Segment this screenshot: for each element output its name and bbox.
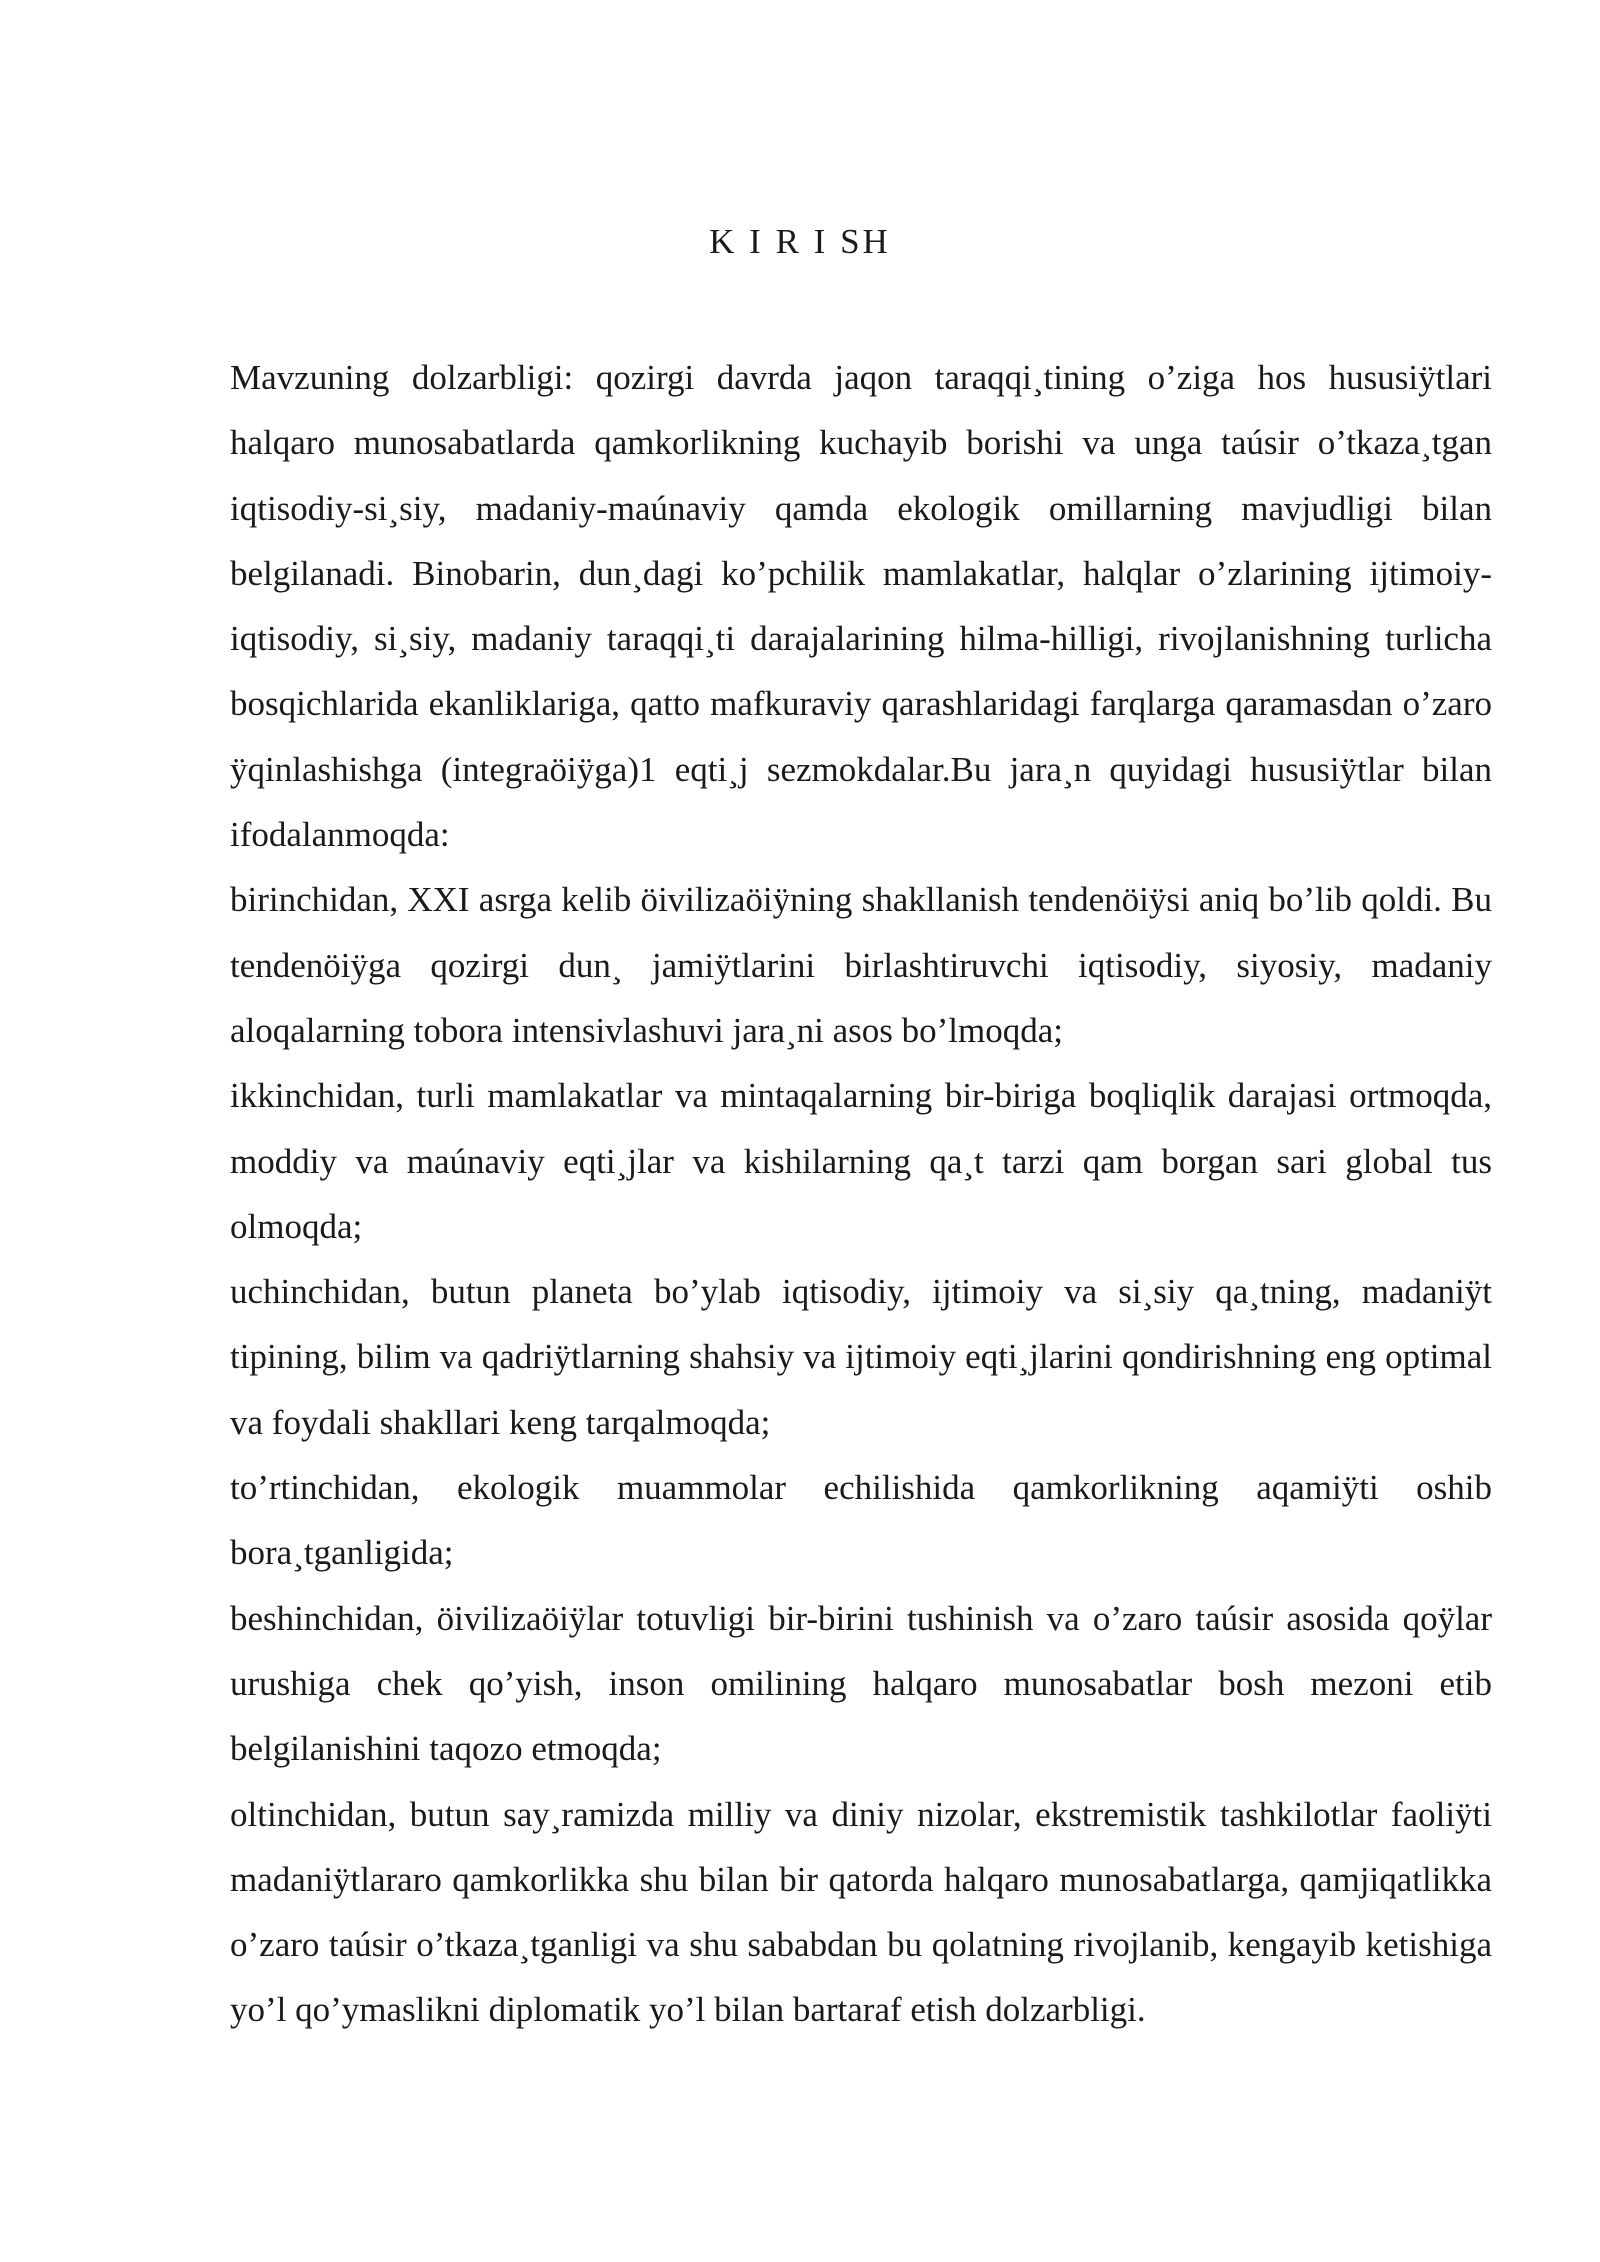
paragraph-second: ikkinchidan, turli mamlakatlar va mintaqalarning bir-biriga boqliqlik darajasi ortmoqda, moddiy va maúnaviy eqti¸jlar va kishilarning qa¸t tarzi qam borgan sari global tus olmoqda; [230, 1076, 1492, 1246]
document-title: K I R I SH [709, 222, 891, 261]
document-body [230, 345, 1492, 2043]
paragraph-third: uchinchidan, butun planeta bo’ylab iqtisodiy, ijtimoiy va si¸siy qa¸tning, madaniÿt tipining, bilim va qadriÿtlarning shahsiy va ijtimoiy eqti¸jlarini qondirishning eng optimal va foydali shakllari keng tarqalmoqda; [230, 1272, 1492, 1442]
paragraph-fourth: to’rtinchidan, ekologik muammolar echilishida qamkorlikning aqamiÿti oshib bora¸tganligida; [230, 1468, 1492, 1573]
paragraph-intro: Mavzuning dolzarbligi: qozirgi davrda jaqon taraqqi¸tining o’ziga hos hususiÿtlari halqaro munosabatlarda qamkorlikning kuchayib borishi va unga taúsir o’tkaza¸tgan iqtisodiy-si¸siy, madaniy-maúnaviy qamda ekologik omillarning mavjudligi bilan belgilanadi. Binobarin, dun¸dagi ko’pchilik mamlakatlar, halqlar o’zlarining ijtimoiy-iqtisodiy, si¸siy, madaniy taraqqi¸ti darajalarining hilma-hilligi, rivojlanishning turlicha bosqichlarida ekanliklariga, qatto mafkuraviy qarashlaridagi farqlarga qaramasdan o’zaro ÿqinlashishga (integraöiÿga)1 eqti¸j sezmokdalar.Bu jara¸n quyidagi hususiÿtlar bilan ifodalanmoqda: [230, 358, 1492, 855]
paragraph-sixth: oltinchidan, butun say¸ramizda milliy va diniy nizolar, ekstremistik tashkilotlar faoliÿti madaniÿtlararo qamkorlikka shu bilan bir qatorda halqaro munosabatlarga, qamjiqatlikka o’zaro taúsir o’tkaza¸tganligi va shu sababdan bu qolatning rivojlanib, kengayib ketishiga yo’l qo’ymaslikni diplomatik yo’l bilan bartaraf etish dolzarbligi. [230, 1794, 1492, 2030]
paragraph-fifth: beshinchidan, öivilizaöiÿlar totuvligi bir-birini tushinish va o’zaro taúsir asosida qoÿlar urushiga chek qo’yish, inson omilining halqaro munosabatlar bosh mezoni etib belgilanishini taqozo etmoqda; [230, 1598, 1492, 1769]
paragraph-first: birinchidan, XXI asrga kelib öivilizaöiÿning shakllanish tendenöiÿsi aniq bo’lib qoldi. Bu tendenöiÿga qozirgi dun¸ jamiÿtlarini birlashtiruvchi iqtisodiy, siyosiy, madaniy aloqalarning tobora intensivlashuvi jara¸ni asos bo’lmoqda; [230, 880, 1492, 1050]
